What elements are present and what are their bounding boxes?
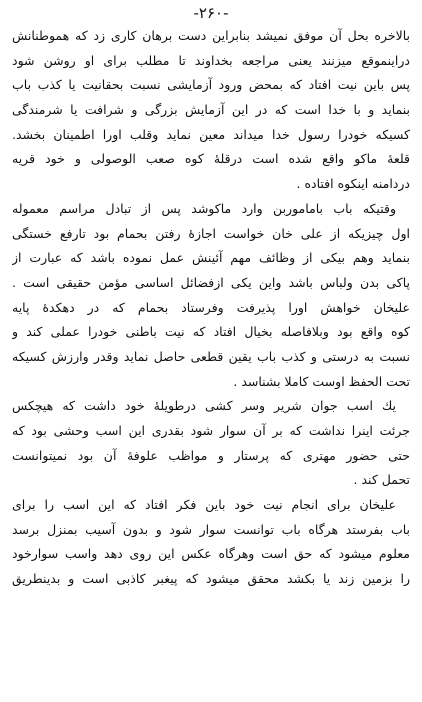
text-line-paragraph-end: دردامنه اينكوه افتاده . [296, 176, 410, 192]
text-line-paragraph-start: يك اسب جوان شرير وسر كشی درطويلهٔ خود داشت كه هيچكس [12, 398, 396, 414]
text-line: را بزمين زند يا بكشد محقق ميشود كه پيغبر كاذبی است و بدينطريق [12, 571, 410, 587]
text-line: بنمايد و با خدا است كه در اين آزمايش بزرگی و شرافت يا شرمندگی [12, 102, 410, 118]
text-line-paragraph-start: عليخان برای انجام نيت خود باين فكر افتاد كه اين اسب را برای [12, 497, 396, 513]
text-line: دراينموقع ميزنند يعنی مراجعه بخداوند تا مطلب برای او روشن شود [12, 52, 410, 68]
text-line-paragraph-end: تحت الحفظ اوست كاملا بشناسد . [233, 373, 410, 389]
text-line: كسيكه خودرا رسول خدا ميداند معين نمايد وقلب اورا اطمينان بخشد. [12, 126, 410, 142]
book-page [0, 2, 422, 702]
text-line: بنمايد وهم بيكی از وظائف مهم آئينش عمل نموده باشد كه عبارت از [12, 250, 410, 266]
text-line: بالاخره بحل آن موفق نميشد بنابراين دست برهان كاری زد كه هموطنانش [12, 28, 410, 43]
text-line: اول چيزيكه از علی خان خواست اجازهٔ رفتن بحمام بود تارفع خستگی [12, 225, 410, 241]
text-line: پس باين نيت افتاد كه بمحض ورود آزمايشی نسبت بحقانيت يا كذب باب [12, 77, 410, 93]
page-number: -۲۶۰- [193, 4, 229, 22]
text-line: نسبت به درستی و كذب باب يقين قطعی حاصل نمايد وقدر وارزش كسيكه [12, 348, 410, 364]
text-line: كوه واقع بود وبلافاصله بخيال افتاد كه نيت باطنی خودرا عملی كند و [12, 324, 410, 340]
text-line: جرئت اينرا نداشت كه بر آن سوار شود بقدری اين اسب وحشی بود كه [12, 423, 410, 438]
text-line-paragraph-end: تحمل كند . [353, 472, 410, 488]
text-line: قلعهٔ ماكو واقع شده است درقلهٔ كوه صعب الوصولی و خود قريه [12, 151, 410, 167]
text-line: حتی حضور مهتری كه پرستار و مواظب علوفهٔ آن بود نميتوانست [12, 447, 410, 463]
page-body-text [12, 24, 410, 592]
text-line: عليخان خواهش اورا پذيرفت وفرستاد بحمام كه در دهكدهٔ پايه [12, 299, 410, 315]
text-line-paragraph-start: وقتيكه باب باماموربن وارد ماكوشد پس از تبادل مراسم معموله [12, 200, 396, 216]
text-line: پاكی بدن ولباس باشد واين يكی ازفضائل اساسی مؤمن حقيقی است . [12, 274, 410, 290]
text-line: معلوم ميشود كه حق است وهرگاه عكس اين روی دهد واسب سوارخود [12, 546, 410, 562]
text-line: باب بفرستد هرگاه باب توانست سوار شود و بدون آسيب بمنزل برسد [12, 521, 410, 537]
